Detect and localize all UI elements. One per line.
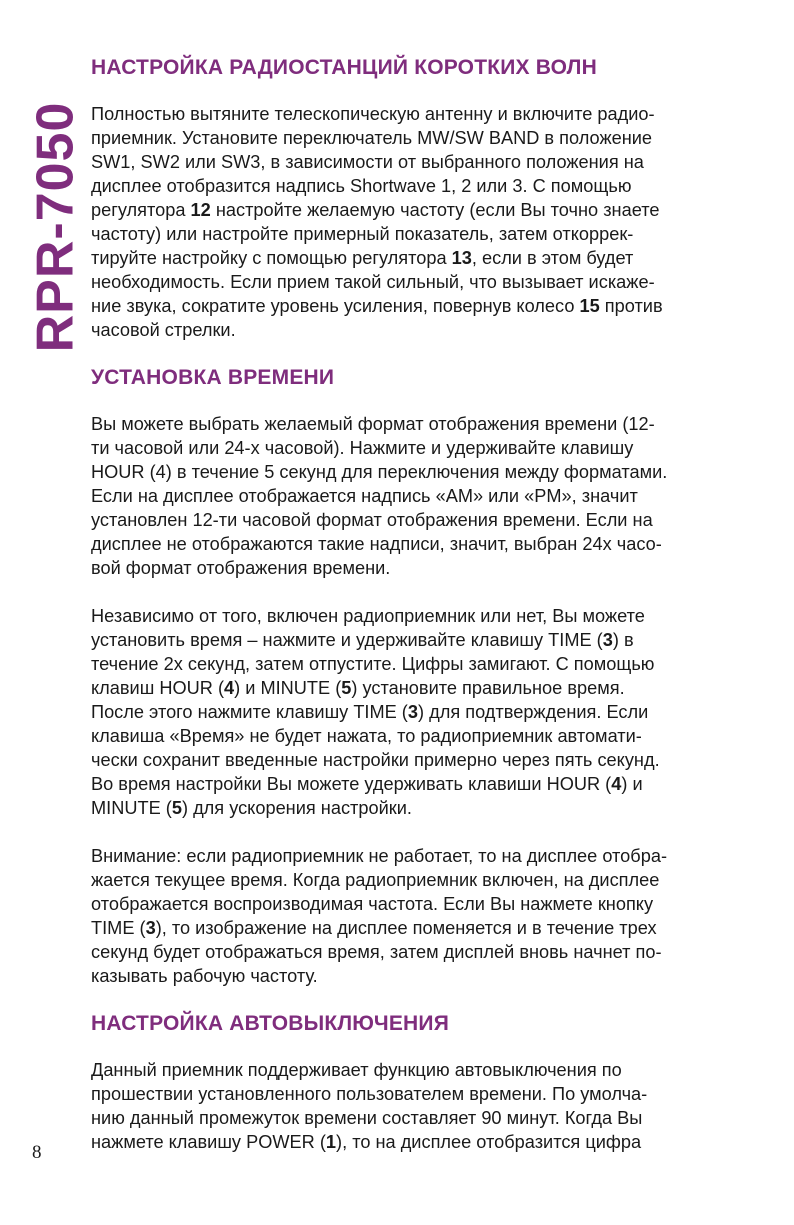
section-title-shortwave: НАСТРОЙКА РАДИОСТАНЦИЙ КОРОТКИХ ВОЛН — [91, 56, 597, 79]
text-line: HOUR (4) в течение 5 секунд для переключения между форматами. — [91, 462, 668, 482]
text-line: секунд будет отображаться время, затем дисплей вновь начнет по- — [91, 942, 662, 962]
page-number: 8 — [32, 1142, 42, 1163]
section-title-autooff: НАСТРОЙКА АВТОВЫКЛЮЧЕНИЯ — [91, 1012, 449, 1035]
control-ref: 13 — [451, 248, 472, 268]
paragraph-time-set — [91, 604, 751, 820]
control-ref: 4 — [611, 774, 622, 794]
page-content — [91, 54, 751, 1154]
paragraph-autooff — [91, 1058, 751, 1154]
control-ref: 5 — [341, 678, 352, 698]
text-line: Если на дисплее отображается надпись «AM» или «PM», значит — [91, 486, 638, 506]
text-line: Вы можете выбрать желаемый формат отображения времени (12- — [91, 414, 655, 434]
paragraph-shortwave — [91, 102, 751, 342]
text-line: Внимание: если радиоприемник не работает, то на дисплее отобра- — [91, 846, 668, 866]
text-line: течение 2х секунд, затем отпустите. Цифры замигают. С помощью — [91, 654, 655, 674]
text-line: установлен 12-ти часовой формат отображения времени. Если на — [91, 510, 653, 530]
text-line: частоту) или настройте примерный показатель, затем откоррек- — [91, 224, 634, 244]
text-line: жается текущее время. Когда радиоприемник включен, на дисплее — [91, 870, 660, 890]
text-line: Полностью вытяните телескопическую антенну и включите радио- — [91, 104, 655, 124]
text-line: нажмете клавишу POWER (1), то на дисплее отобразится цифра — [91, 1132, 642, 1152]
text-line: казывать рабочую частоту. — [91, 966, 318, 986]
section-title-time: УСТАНОВКА ВРЕМЕНИ — [91, 366, 335, 389]
text-line: нию данный промежуток времени составляет 90 минут. Когда Вы — [91, 1108, 643, 1128]
control-ref: 1 — [325, 1132, 337, 1152]
control-ref: 15 — [579, 296, 600, 316]
text-line: регулятора 12 настройте желаемую частоту (если Вы точно знаете — [91, 200, 660, 220]
text-line: MINUTE (5) для ускорения настройки. — [91, 798, 412, 818]
control-ref: 4 — [224, 678, 235, 698]
text-line: тируйте настройку с помощью регулятора 13, если в этом будет — [91, 248, 634, 268]
text-line: приемник. Установите переключатель MW/SW BAND в положение — [91, 128, 653, 148]
control-ref: 3 — [407, 702, 418, 722]
text-line: дисплее не отображаются такие надписи, значит, выбран 24х часо- — [91, 534, 662, 554]
model-name: RPR-7050 — [26, 101, 85, 353]
text-line: SW1, SW2 или SW3, в зависимости от выбранного положения на — [91, 152, 644, 172]
text-line: прошествии установленного пользователем времени. По умолча- — [91, 1084, 648, 1104]
text-line: дисплее отобразится надпись Shortwave 1, 2 или 3. С помощью — [91, 176, 632, 196]
text-line: установить время – нажмите и удерживайте клавишу TIME (3) в — [91, 630, 634, 650]
paragraph-time-format — [91, 412, 751, 580]
text-line: После этого нажмите клавишу TIME (3) для подтверждения. Если — [91, 702, 649, 722]
text-line: ние звука, сократите уровень усиления, повернув колесо 15 против — [91, 296, 663, 316]
control-ref: 12 — [190, 200, 211, 220]
text-line: TIME (3), то изображение на дисплее поменяется и в течение трех — [91, 918, 657, 938]
text-line: Данный приемник поддерживает функцию автовыключения по — [91, 1060, 622, 1080]
text-line: Во время настройки Вы можете удерживать клавиши HOUR (4) и — [91, 774, 643, 794]
control-ref: 3 — [145, 918, 156, 938]
text-line: клавиш HOUR (4) и MINUTE (5) установите правильное время. — [91, 678, 625, 698]
text-line: Независимо от того, включен радиоприемник или нет, Вы можете — [91, 606, 645, 626]
control-ref: 5 — [171, 798, 182, 818]
text-line: чески сохранит введенные настройки примерно через пять секунд. — [91, 750, 660, 770]
text-line: отображается воспроизводимая частота. Если Вы нажмете кнопку — [91, 894, 654, 914]
paragraph-time-display — [91, 844, 751, 988]
control-ref: 3 — [602, 630, 613, 650]
text-line: необходимость. Если прием такой сильный, что вызывает искаже- — [91, 272, 655, 292]
text-line: вой формат отображения времени. — [91, 558, 391, 578]
text-line: часовой стрелки. — [91, 320, 236, 340]
text-line: клавиша «Время» не будет нажата, то радиоприемник автомати- — [91, 726, 642, 746]
text-line: ти часовой или 24-х часовой). Нажмите и удерживайте клавишу — [91, 438, 634, 458]
side-model-label — [26, 86, 85, 368]
